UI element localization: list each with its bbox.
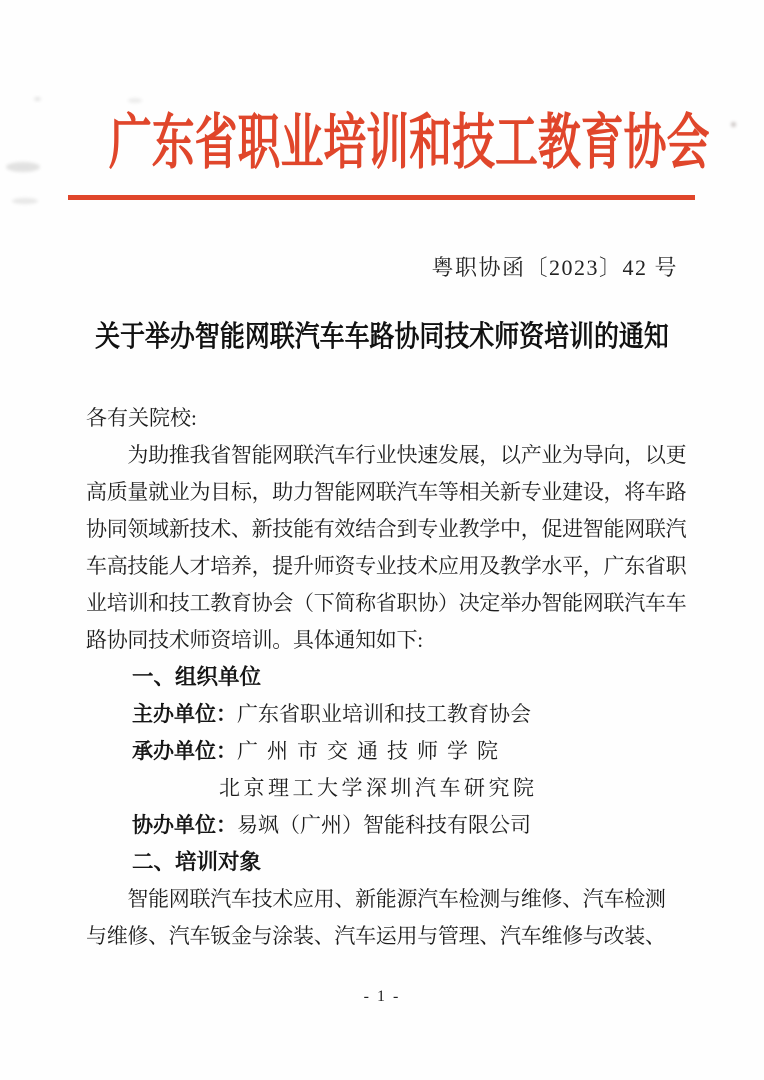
document-line: 二、培训对象 <box>132 850 262 874</box>
document-line: 高质量就业为目标，助力智能网联汽车等相关新专业建设，将车路 <box>86 480 687 504</box>
document-line: 路协同技术师资培训。具体通知如下: <box>86 628 423 652</box>
document-line: 北京理工大学深圳汽车研究院 <box>219 776 538 800</box>
document-line: 为助推我省智能网联汽车行业快速发展，以产业为导向，以更 <box>86 443 687 467</box>
line-label: 承办单位： <box>132 739 237 763</box>
document-line: 一、组织单位 <box>132 665 262 689</box>
scan-artifact <box>12 198 38 204</box>
document-line <box>86 733 686 770</box>
document-line: 与维修、汽车钣金与涂装、汽车运用与管理、汽车维修与改装、 <box>86 924 666 948</box>
line-value: 易飒（广州）智能科技有限公司 <box>237 813 531 837</box>
doc-body <box>86 400 686 955</box>
doc-title: 关于举办智能网联汽车车路协同技术师资培训的通知 <box>95 321 669 353</box>
page-number: - 1 - <box>363 988 401 1005</box>
line-value: 广州市交通技师学院 <box>237 739 507 763</box>
scan-artifact <box>731 122 736 127</box>
line-label: 主办单位： <box>132 702 237 726</box>
document-line: 车高技能人才培养，提升师资专业技术应用及教学水平，广东省职 <box>86 554 687 578</box>
line-value: 广东省职业培训和技工教育协会 <box>237 702 531 726</box>
scan-artifact <box>6 162 40 172</box>
document-line: 协同领域新技术、新技能有效结合到专业教学中，促进智能网联汽 <box>86 517 687 541</box>
scan-artifact <box>34 97 41 101</box>
line-label: 协办单位： <box>132 813 237 837</box>
document-line: 智能网联汽车技术应用、新能源汽车检测与维修、汽车检测 <box>86 887 666 911</box>
letterhead-org-name: 广东省职业培训和技工教育协会 <box>108 110 710 176</box>
document-line <box>86 696 686 733</box>
document-line: 业培训和技工教育协会（下简称省职协）决定举办智能网联汽车车 <box>86 591 687 615</box>
letterhead-divider <box>68 195 695 200</box>
doc-number: 粤职协函〔2023〕42 号 <box>431 255 678 280</box>
document-line <box>86 807 686 844</box>
scan-artifact <box>128 98 142 103</box>
document-line: 各有关院校: <box>86 406 197 430</box>
